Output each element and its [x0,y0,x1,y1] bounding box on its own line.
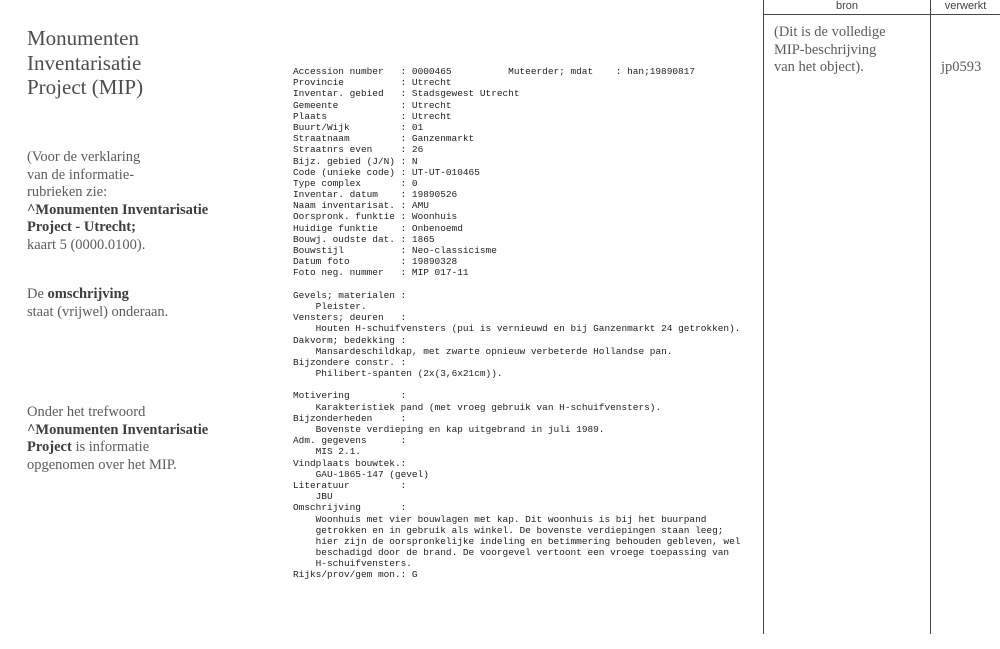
note-reference-keyword: Project [27,439,72,456]
field-label: Datum foto [293,256,350,268]
mip-record [293,66,740,581]
record-row-code [293,167,740,178]
field-separator: : [400,356,407,368]
field-value: Utrecht [411,77,452,89]
blank-line [293,379,740,390]
field-label: Code (unieke code) [293,166,395,178]
note-text: is informatie [71,439,150,456]
bron-text-line: MIP-beschrijving [774,41,877,58]
field-value: Woonhuis [411,211,458,223]
record-row-buurt-wijk [293,122,740,133]
field-value: 1865 [411,233,435,245]
field-value: Onbenoemd [411,222,463,234]
section-label: Literatuur [293,479,350,491]
field-value: 19890328 [411,256,458,268]
field-label: Provincie [293,77,344,89]
section-label-row [293,435,740,446]
field-separator: : [400,133,407,145]
section-text-line: Karakteristiek pand (met vroeg gebruik van H-schuifvensters). [315,401,662,413]
note-emphasis: omschrijving [47,286,129,302]
field-separator: : [400,177,407,189]
section-text-line: JBU [315,491,333,503]
field-label: Inventar. datum [293,189,378,201]
column-divider [930,0,931,634]
keyword-note [27,404,242,474]
field-label: Oorspronk. funktie [293,211,395,223]
header-rule [763,14,1000,15]
section-text-line: Mansardeschildkap, met zwarte opnieuw verbeterde Hollandse pan. [315,345,673,357]
section-label-row [293,502,740,513]
field-value: Neo-classicisme [411,245,497,256]
field-separator: : [400,479,407,491]
note-line [27,404,242,422]
field-separator: : [400,502,407,514]
field-separator: : [400,200,407,212]
note-line [27,304,242,322]
field-separator: : [400,312,407,324]
field-label: Foto neg. nummer [293,267,384,279]
section-label: Adm. gegevens [293,435,367,447]
note-line: van de informatie- [27,166,135,183]
bron-text-line: van het object). [774,59,864,75]
field-separator: : [400,289,407,301]
note-reference-keyword: ^Monumenten Inventarisatie [27,421,209,438]
record-row-bouwstijl [293,245,740,256]
record-row-gemeente [293,100,740,111]
note-reference-keyword: ^Monumenten Inventarisatie [27,201,209,218]
field-separator: : [400,267,407,279]
description-text-line: H-schuifvensters. [315,558,412,570]
record-row-foto-neg [293,267,740,278]
field-label: Bouwstijl [293,245,344,256]
record-row-accession [293,66,740,77]
field-label: Muteerder; mdat [508,66,594,77]
field-value: AMU [411,200,429,212]
section-label: Vensters; deuren [293,312,384,324]
column-divider [763,0,764,634]
field-value: 26 [411,144,424,156]
field-separator: : [400,334,407,346]
description-text-line: beschadigd door de brand. De voorgevel vertoont een vroege toepassing van [315,547,730,559]
note-line [27,439,242,457]
bron-text-line: (Dit is de volledige [774,24,886,40]
section-text-line: Philibert-spanten (2x(3,6x21cm)). [315,368,503,380]
field-separator: : [400,121,407,133]
field-separator: : [400,222,407,234]
field-separator: : [400,435,407,447]
blank-line [293,279,740,290]
section-label: Gevels; materialen [293,289,395,301]
section-text-line: Houten H-schuifvensters (pui is vernieuwd en bij Ganzenmarkt 24 getrokken). [315,323,741,335]
note-line: kaart 5 (0000.0100). [27,236,146,253]
section-label-row [293,335,740,346]
field-value: Stadsgewest Utrecht [411,88,520,100]
section-label: Dakvorm; bedekking [293,334,395,346]
field-value: N [411,155,418,167]
record-row-type-complex [293,178,740,189]
field-value: G [411,569,418,581]
description-note [27,286,242,321]
section-label: Vindplaats bouwtek. [293,457,401,469]
note-line [27,286,242,304]
note-text: opgenomen over het MIP. [27,456,177,473]
field-label: Accession number [293,66,384,77]
field-label: Rijks/prov/gem mon. [293,569,401,581]
note-line [27,457,242,475]
field-separator: : [400,390,407,402]
column-header-bron: bron [835,0,859,12]
record-row-inventar-gebied [293,88,740,99]
record-row-straatnrs [293,144,740,155]
column-header-verwerkt: verwerkt [944,0,987,12]
record-row-bouwjaar [293,234,740,245]
field-label: Gemeente [293,99,339,111]
field-label: Buurt/Wijk [293,121,350,133]
section-label-row [293,413,740,424]
description-text-line: Woonhuis met vier bouwlagen met kap. Dit woonhuis is bij het buurpand [315,513,707,525]
field-value: 0000465 [411,66,452,77]
note-text: De [27,286,48,302]
field-value: Utrecht [411,110,452,122]
verwerkt-cell [941,59,981,77]
section-text-line: GAU-1865-147 (gevel) [315,468,429,480]
section-text-line: Bovenste verdieping en kap uitgebrand in juli 1989. [315,424,605,435]
section-label-row [293,312,740,323]
field-separator: : [400,256,407,268]
description-text-line: hier zijn de oorspronkelijke indeling en betimmering behouden gebleven, wel [315,535,741,547]
field-value: 0 [411,177,418,189]
section-label: Motivering [293,390,350,402]
field-label: Plaats [293,110,327,122]
field-value: Utrecht [411,99,452,111]
record-row-huidige-funktie [293,223,740,234]
section-text-line: MIS 2.1. [315,446,361,458]
note-line: (Voor de verklaring [27,149,141,165]
description-text-line: getrokken en in gebruik als winkel. De bovenste verdiepingen staan leeg; [315,524,724,536]
field-label: Straatnrs even [293,144,373,156]
record-row-provincie [293,77,740,88]
field-separator: : [400,88,407,100]
field-label: Huidige funktie [293,222,378,234]
record-row-plaats [293,111,740,122]
section-label-row [293,458,740,469]
field-value: 01 [411,121,424,133]
section-label: Bijzondere constr. [293,356,395,368]
verwerkt-code: jp0593 [941,59,982,75]
field-label: Straatnaam [293,133,350,145]
record-row-straatnaam [293,133,740,144]
bron-cell [774,24,886,77]
field-separator: : [400,155,407,167]
note-text: Onder het trefwoord [27,404,146,420]
section-label: Bijzonderheden [293,412,373,424]
field-separator: : [400,66,407,77]
field-label: Bijz. gebied (J/N) [293,155,395,167]
record-row-inventar-datum [293,189,740,200]
record-row-monument-status [293,569,740,580]
field-separator: : [400,99,407,111]
note-line [27,422,242,440]
field-separator: : [400,110,407,122]
section-label: Omschrijving [293,502,361,514]
field-label: Bouwj. oudste dat. [293,233,395,245]
field-separator: : [400,77,407,89]
field-separator: : [400,245,407,256]
field-separator: : [400,144,407,156]
field-value: han;19890817 [627,66,696,77]
field-separator: : [400,211,407,223]
section-label-row [293,390,740,401]
field-value: UT-UT-010465 [411,166,480,178]
field-label: Naam inventarisat. [293,200,395,212]
record-row-oorspronk-funktie [293,211,740,222]
field-value: MIP 017-11 [411,267,469,279]
field-label: Type complex [293,177,361,189]
section-text-line: Pleister. [315,300,367,312]
field-value: 19890526 [411,189,458,201]
note-reference-keyword: Project - Utrecht; [27,219,136,235]
page-title: Monumenten Inventarisatie Project (MIP) [27,26,144,99]
note-text: staat (vrijwel) onderaan. [27,303,169,320]
field-separator: : [400,189,407,201]
reference-note [27,149,242,254]
record-row-naam-inventarisator [293,200,740,211]
section-label-row [293,290,740,301]
section-label-row [293,480,740,491]
field-separator: : [400,166,407,178]
field-separator: : [400,412,407,424]
note-line: rubrieken zie: [27,184,108,200]
field-separator: : [400,233,407,245]
field-separator: : [400,457,407,469]
section-label-row [293,357,740,368]
record-row-datum-foto [293,256,740,267]
field-separator: : [615,66,622,77]
record-row-bijz-gebied [293,156,740,167]
field-label: Inventar. gebied [293,88,384,100]
field-value: Ganzenmarkt [411,133,475,145]
field-separator: : [400,569,407,581]
